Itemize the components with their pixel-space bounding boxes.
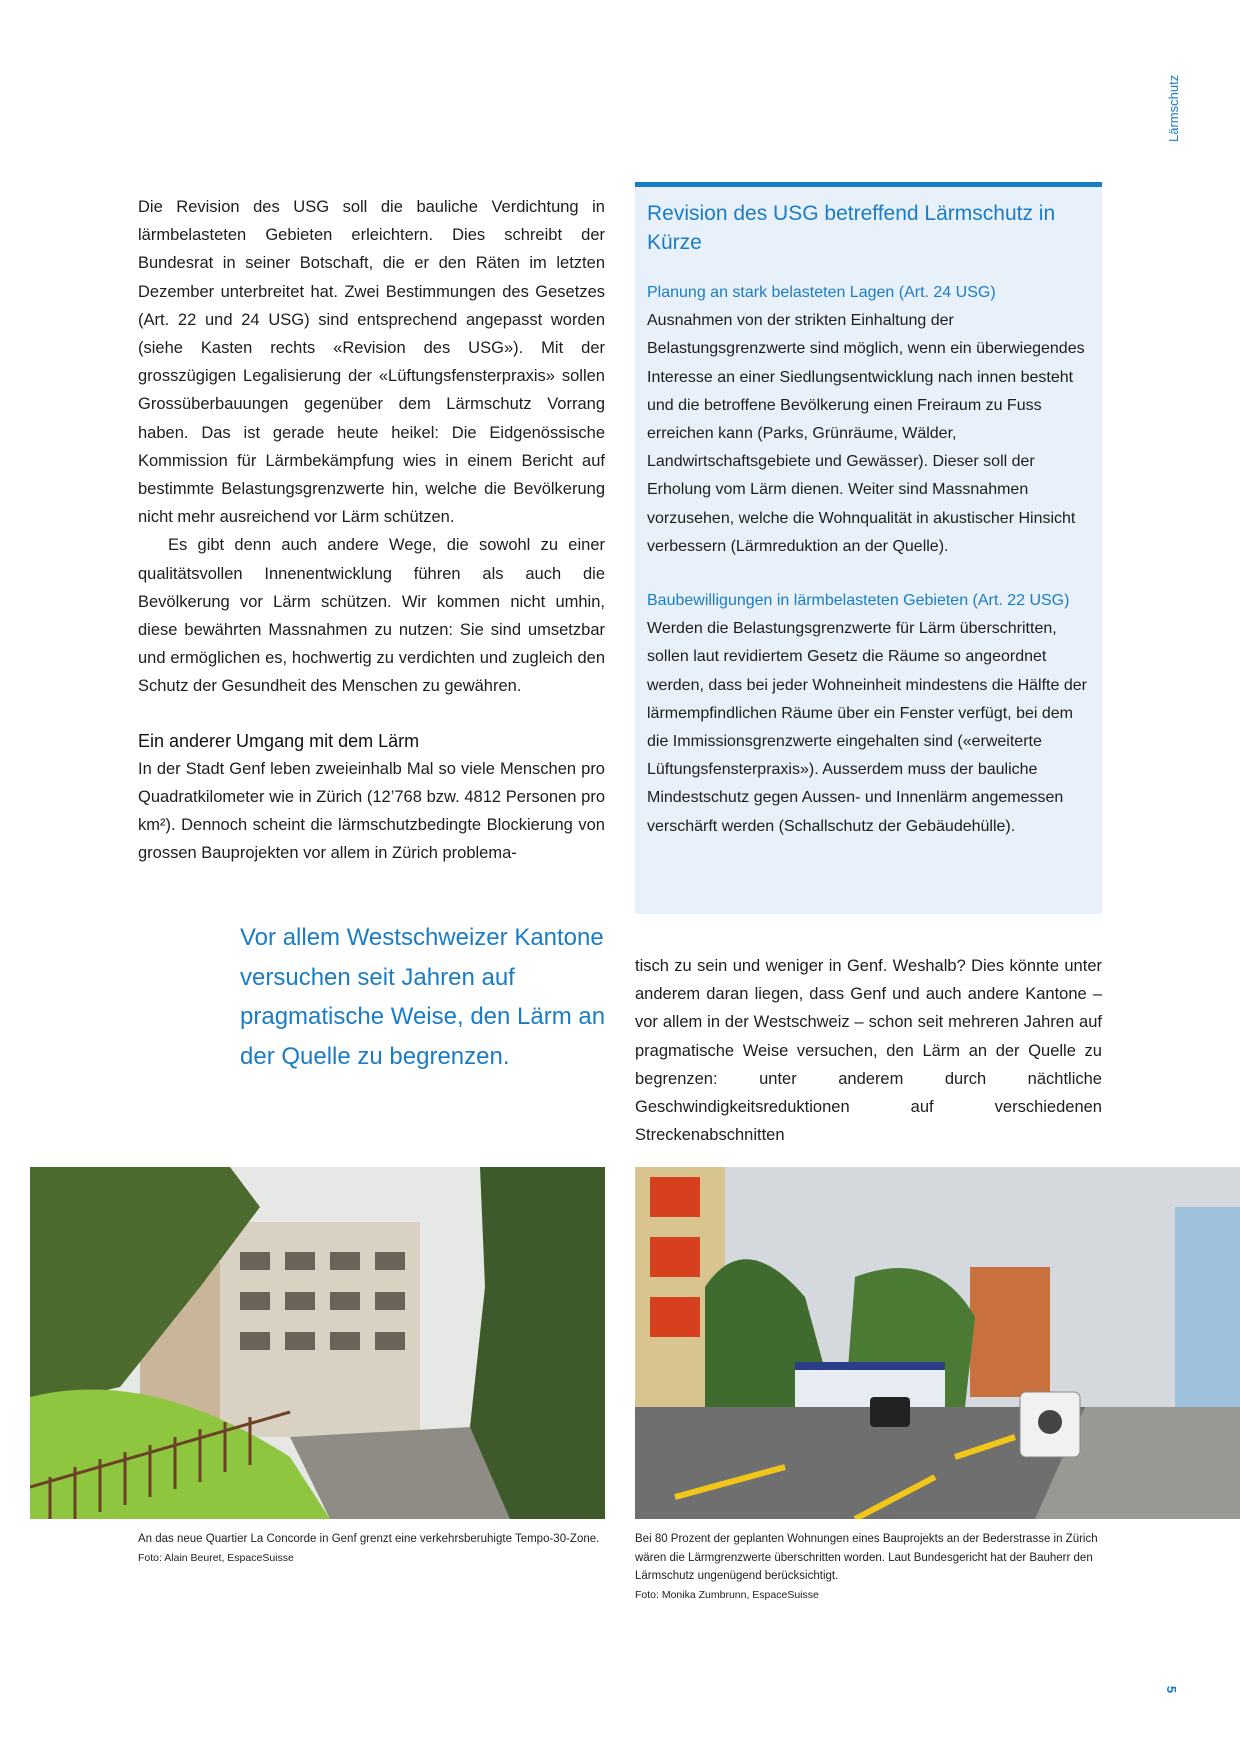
info-box-heading: Planung an stark belasteten Lagen (Art. 24 USG) [647, 284, 996, 301]
article-paragraph: Die Revision des USG soll die bauliche Verdichtung in lärmbelasteten Gebieten erleichtern. Dies schreibt der Bundesrat in seiner Botschaft, die er den Räten im letzten Dezember unterbreitet hat. Zwei Bestimmungen des Gesetzes (Art. 22 und 24 USG) sind entsprechend angepasst worden (siehe Kasten rechts «Revision des USG»). Mit der grosszügigen Legalisierung der «Lüftungsfensterpraxis» sollen Grossüberbauungen gegenüber dem Lärmschutz Vorrang haben. Das ist gerade heute heikel: Die Eidgenössische Kommission für Lärmbekämpfung wies in einem Bericht auf bestimmte Belastungsgrenzwerte hin, welche die Bevölkerung nicht mehr ausreichend vor Lärm schützen. [138, 198, 605, 527]
photo-credit: Foto: Alain Beuret, EspaceSuisse [138, 1551, 294, 1564]
photo-image [30, 1167, 605, 1519]
photo-caption [138, 1530, 608, 1567]
article-left-column [138, 193, 605, 867]
article-paragraph: In der Stadt Genf leben zweieinhalb Mal so viele Menschen pro Quadratkilometer wie in Zürich (12’768 bzw. 4812 Personen pro km²). Dennoch scheint die lärmschutzbedingte Blockierung von grossen Bauprojekten vor allem in Zürich problema- [138, 759, 605, 863]
photo-la-concorde [30, 1167, 605, 1519]
photo-caption [635, 1530, 1105, 1604]
info-box-title: Revision des USG betreffend Lärmschutz in Kürze [647, 202, 1056, 254]
article-paragraph: Es gibt denn auch andere Wege, die sowohl zu einer qualitätsvollen Innenentwicklung führen als auch die Bevölkerung vor Lärm schützen. Wir kommen nicht umhin, diese bewährten Massnahmen zu nutzen: Sie sind umsetzbar und ermöglichen es, hochwertig zu verdichten und zugleich den Schutz der Gesundheit des Menschen zu gewähren. [138, 536, 605, 696]
section-label: Lärmschutz [1166, 74, 1181, 142]
article-paragraph: tisch zu sein und weniger in Genf. Weshalb? Dies könnte unter anderem daran liegen, dass Genf und auch andere Kantone – vor allem in der Westschweiz – schon seit mehreren Jahren auf pragmatische Weise versuchen, den Lärm an der Quelle zu begrenzen: unter anderem durch nächtliche Geschwindigkeitsreduktionen auf verschiedenen Streckenabschnitten [635, 957, 1102, 1145]
photo-credit: Foto: Monika Zumbrunn, EspaceSuisse [635, 1588, 819, 1601]
info-box-text: Ausnahmen von der strikten Einhaltung der Belastungsgrenzwerte sind möglich, wenn ein überwiegendes Interesse an einer Siedlungsentwicklung nach innen besteht und die betroffene Bevölkerung einen Freiraum zu Fuss erreichen kann (Parks, Grünräume, Wälder, Landwirtschaftsgebiete und Gewässer). Dieser soll der Erholung vom Lärm dienen. Weiter sind Massnahmen vorzusehen, welche die Wohnqualität in akustischer Hinsicht verbessern (Lärmreduktion an der Quelle). [647, 312, 1085, 555]
photo-bederstrasse [635, 1167, 1240, 1519]
info-box-heading: Baubewilligungen in lärmbelasteten Gebieten (Art. 22 USG) [647, 592, 1070, 610]
info-box-text: Werden die Belastungsgrenzwerte für Lärm überschritten, sollen laut revidiertem Gesetz die Räume so angeordnet werden, dass bei jeder Wohneinheit mindestens die Hälfte der lärmempfindlichen Räume über ein Fenster verfügt, bei dem die Immissionsgrenzwerte eingehalten sind («erweiterte Lüftungsfensterpraxis»). Ausserdem muss der bauliche Mindestschutz gegen Aussen- und Innenlärm angemessen verschärft werden (Schallschutz der Gebäudehülle). [647, 620, 1087, 835]
page-number: 5 [1164, 1685, 1180, 1694]
info-box [635, 182, 1102, 914]
caption-text: An das neue Quartier La Concorde in Genf grenzt eine verkehrsberuhigte Tempo-30-Zone. [138, 1533, 600, 1545]
article-right-column [635, 952, 1102, 1149]
pull-quote: Vor allem Westschweizer Kantone versuchen seit Jahren auf pragmatische Weise, den Lärm an der Quelle zu begrenzen. [240, 924, 606, 1070]
article-subheading: Ein anderer Umgang mit dem Lärm [138, 730, 420, 751]
photo-image [635, 1167, 1240, 1519]
caption-text: Bei 80 Prozent der geplanten Wohnungen eines Bauprojekts an der Bederstrasse in Zürich wären die Lärmgrenzwerte überschritten worden. Laut Bundesgericht hat der Bauherr den Lärmschutz ungenügend berücksichtigt. [635, 1533, 1098, 1582]
